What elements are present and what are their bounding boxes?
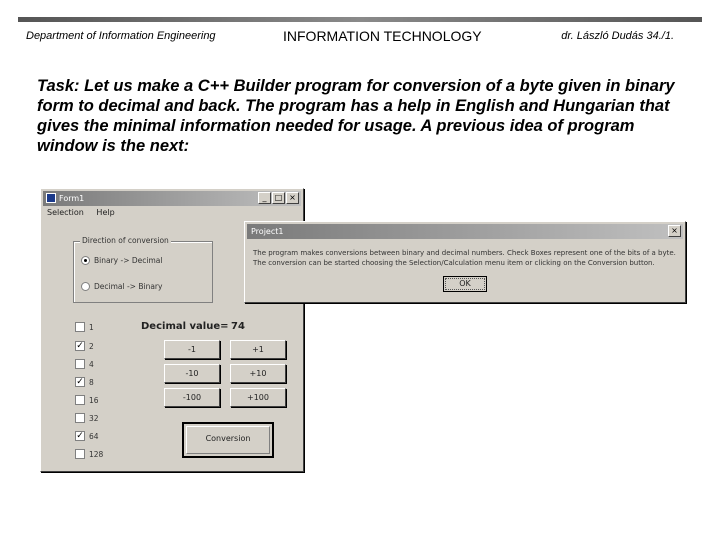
bit-checkbox-16[interactable] <box>75 395 99 405</box>
plus-1-button[interactable]: +1 <box>230 340 286 359</box>
course-title: INFORMATION TECHNOLOGY <box>283 28 482 44</box>
menu-selection[interactable]: Selection <box>47 208 84 217</box>
form1-title: Form1 <box>59 194 85 203</box>
task-label: Task: <box>37 77 80 95</box>
checkbox-box[interactable] <box>75 322 85 332</box>
ok-focus-rect <box>445 278 485 290</box>
close-icon[interactable]: × <box>668 225 681 237</box>
app-icon <box>46 193 56 203</box>
checkbox-label: 16 <box>89 395 99 405</box>
help-message-text: The program makes conversions between binary and decimal numbers. Check Boxes represent one of the bits of a byte. The conversion can be started choosing the Selection/Calculation menu item or clicking on the Conversion button. <box>253 249 676 267</box>
radio-label: Binary -> Decimal <box>94 256 163 265</box>
checkbox-box[interactable]: ✓ <box>76 431 84 441</box>
checkbox-label: 4 <box>89 359 94 369</box>
radio-decimal-to-binary[interactable] <box>81 282 162 291</box>
conversion-button-label: Conversion <box>205 434 251 443</box>
bit-checkbox-4[interactable] <box>75 359 94 369</box>
conversion-button-bevel <box>186 426 270 454</box>
plus-10-button[interactable]: +10 <box>230 364 286 383</box>
checkbox-label: 32 <box>89 413 99 423</box>
task-text: Let us make a C++ Builder program for conversion of a byte given in binary form to decimal and back. The program has a help in English and Hungarian that gives the minimal information needed for usage. A previous idea of program window is the next: <box>37 77 675 155</box>
task-paragraph <box>37 76 697 156</box>
plus-100-button[interactable]: +100 <box>230 388 286 407</box>
checkbox-label: 128 <box>89 449 104 459</box>
minimize-icon[interactable]: _ <box>258 192 271 204</box>
decimal-value-display: 74 <box>231 321 245 332</box>
direction-groupbox <box>73 236 213 303</box>
project1-titlebar[interactable] <box>247 224 683 239</box>
bit-checkbox-32[interactable] <box>75 413 99 423</box>
checkbox-label: 2 <box>89 341 94 351</box>
radio-label: Decimal -> Binary <box>94 282 163 291</box>
radio-button-icon[interactable] <box>81 256 90 265</box>
radio-binary-to-decimal[interactable] <box>81 256 162 265</box>
radio-button-icon[interactable] <box>81 282 90 291</box>
checkbox-label: 8 <box>89 377 94 387</box>
checkbox-box[interactable] <box>75 413 85 423</box>
form1-titlebar[interactable] <box>43 191 301 206</box>
conversion-button[interactable] <box>182 422 274 458</box>
bit-checkbox-1[interactable] <box>75 322 94 332</box>
checkbox-label: 1 <box>89 322 94 332</box>
project1-title: Project1 <box>251 227 284 236</box>
ok-button-label: OK <box>459 279 471 288</box>
minus-100-button[interactable]: -100 <box>164 388 220 407</box>
bit-checkbox-8[interactable] <box>75 377 94 387</box>
menu-help[interactable]: Help <box>96 208 115 217</box>
author-page: dr. László Dudás 34./1. <box>561 30 674 42</box>
bit-checkbox-2[interactable] <box>75 341 94 351</box>
direction-group-title: Direction of conversion <box>82 236 169 245</box>
header-rule <box>18 17 702 22</box>
checkbox-box[interactable] <box>75 449 85 459</box>
maximize-icon[interactable]: □ <box>272 192 285 204</box>
decimal-value-label: Decimal value= <box>141 321 229 332</box>
checkbox-box[interactable] <box>75 395 85 405</box>
checkbox-label: 64 <box>89 431 99 441</box>
ok-button[interactable] <box>443 276 487 292</box>
checkbox-box[interactable]: ✓ <box>76 341 84 351</box>
form1-menubar <box>41 208 303 221</box>
minus-10-button[interactable]: -10 <box>164 364 220 383</box>
department-name: Department of Information Engineering <box>26 30 216 42</box>
checkbox-box[interactable]: ✓ <box>76 377 84 387</box>
project1-message-window <box>244 221 686 303</box>
bit-checkbox-64[interactable] <box>75 431 99 441</box>
minus-1-button[interactable]: -1 <box>164 340 220 359</box>
checkbox-box[interactable] <box>75 359 85 369</box>
close-icon[interactable]: × <box>286 192 299 204</box>
bit-checkbox-128[interactable] <box>75 449 103 459</box>
